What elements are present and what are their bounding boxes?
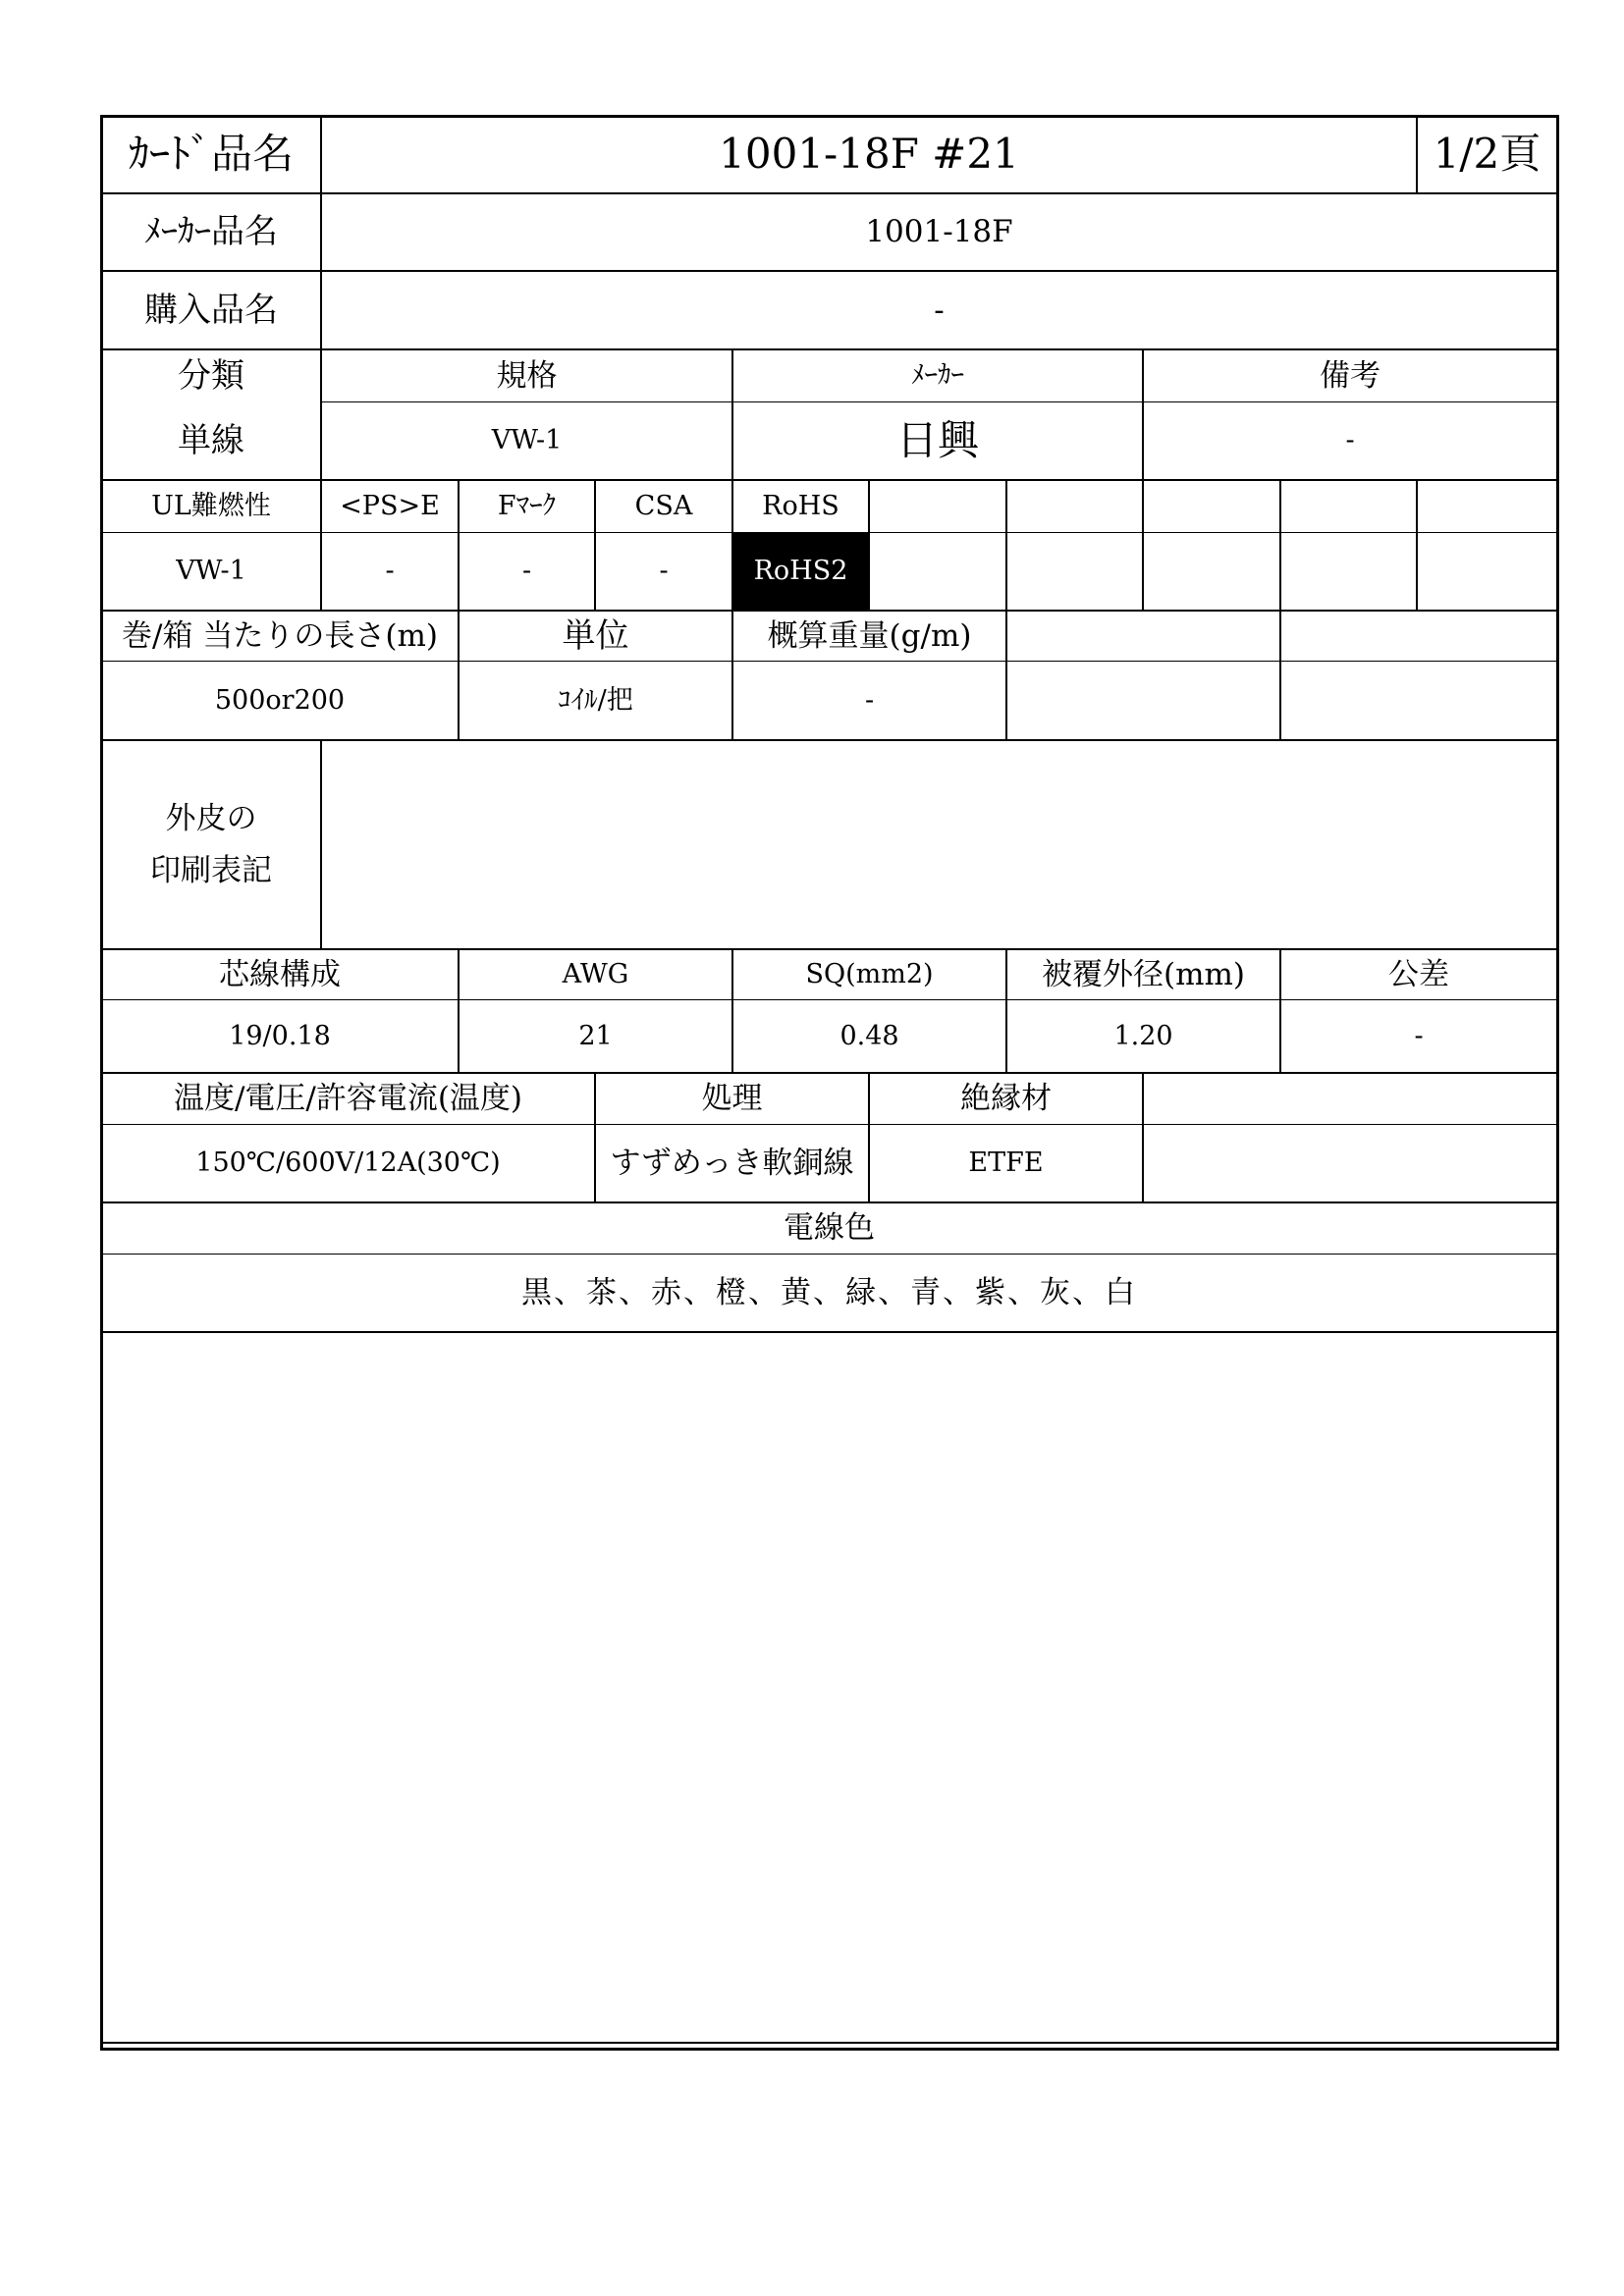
awg-header: AWG [562,959,629,990]
pse-value: - [385,556,395,587]
print-marking-value [322,741,1556,948]
rohs-header: RoHS [762,491,839,522]
border-bottom-inner [100,2042,1559,2044]
insulation-header: 絶縁材 [960,1081,1052,1117]
rule [1005,610,1007,739]
rule [1005,479,1007,610]
od-header: 被覆外径(mm) [1042,956,1245,992]
rule [1416,479,1418,610]
maker-value: 日興 [895,415,979,464]
category-value: 単線 [178,420,244,460]
maker-name-label: ﾒｰｶｰ品名 [144,212,278,252]
weight-header: 概算重量(g/m) [767,617,972,654]
wire-color-value: 黒、茶、赤、橙、黄、緑、青、紫、灰、白 [521,1274,1137,1310]
wire-color-header: 電線色 [784,1210,875,1247]
insulation-value: ETFE [968,1148,1044,1179]
unit-value: ｺｲﾙ/把 [558,684,633,716]
standard-header: 規格 [496,357,558,394]
fmark-header: Fﾏｰｸ [497,491,557,522]
card-name: 1001-18F #21 [719,130,1019,179]
sq-value: 0.48 [839,1020,899,1051]
maker-name: 1001-18F [865,214,1013,250]
weight-value: - [864,684,875,716]
strand-header: 芯線構成 [219,956,341,992]
temp-voltage-value: 150℃/600V/12A(30℃) [195,1148,501,1179]
unit-header: 単位 [562,615,629,656]
purchase-name-label: 購入品名 [144,290,278,330]
print-marking-label-line2: 印刷表記 [150,852,272,888]
ul-header: UL難燃性 [151,491,271,522]
od-value: 1.20 [1113,1020,1173,1051]
page-number: 1/2頁 [1433,130,1542,179]
rule [1279,610,1281,739]
strand-value: 19/0.18 [229,1020,331,1051]
remarks-header: 備考 [1320,357,1380,394]
notes-area [102,1333,1556,2042]
csa-value: - [659,556,669,587]
border-bottom [100,2048,1559,2051]
rule [1279,479,1281,610]
rule [868,479,870,610]
temp-voltage-header: 温度/電圧/許容電流(温度) [173,1081,523,1117]
treatment-header: 処理 [701,1081,763,1117]
pse-header: <PS>E [340,491,440,522]
awg-value: 21 [578,1020,613,1051]
print-marking-label-line1: 外皮の [165,800,257,836]
csa-header: CSA [634,491,693,522]
purchase-name: - [934,292,945,328]
category-header: 分類 [178,355,244,396]
tolerance-value: - [1414,1020,1424,1051]
fmark-value: - [521,556,532,587]
length-value: 500or200 [214,684,346,716]
card-name-label: ｶｰﾄﾞ品名 [128,130,294,179]
ul-value: VW-1 [176,556,246,587]
remarks-value: - [1345,425,1355,456]
sq-header: SQ(mm2) [805,959,934,990]
rule [1142,479,1144,610]
print-marking-label [102,741,320,948]
rohs-value: RoHS2 [733,533,868,610]
rule [1142,1072,1144,1201]
length-header: 巻/箱 当たりの長さ(m) [122,617,438,654]
tolerance-header: 公差 [1388,956,1449,992]
treatment-value: すずめっき軟銅線 [610,1145,854,1181]
border-right [1556,115,1559,2051]
maker-header: ﾒｰｶｰ [911,360,964,392]
standard-value: VW-1 [491,425,563,456]
